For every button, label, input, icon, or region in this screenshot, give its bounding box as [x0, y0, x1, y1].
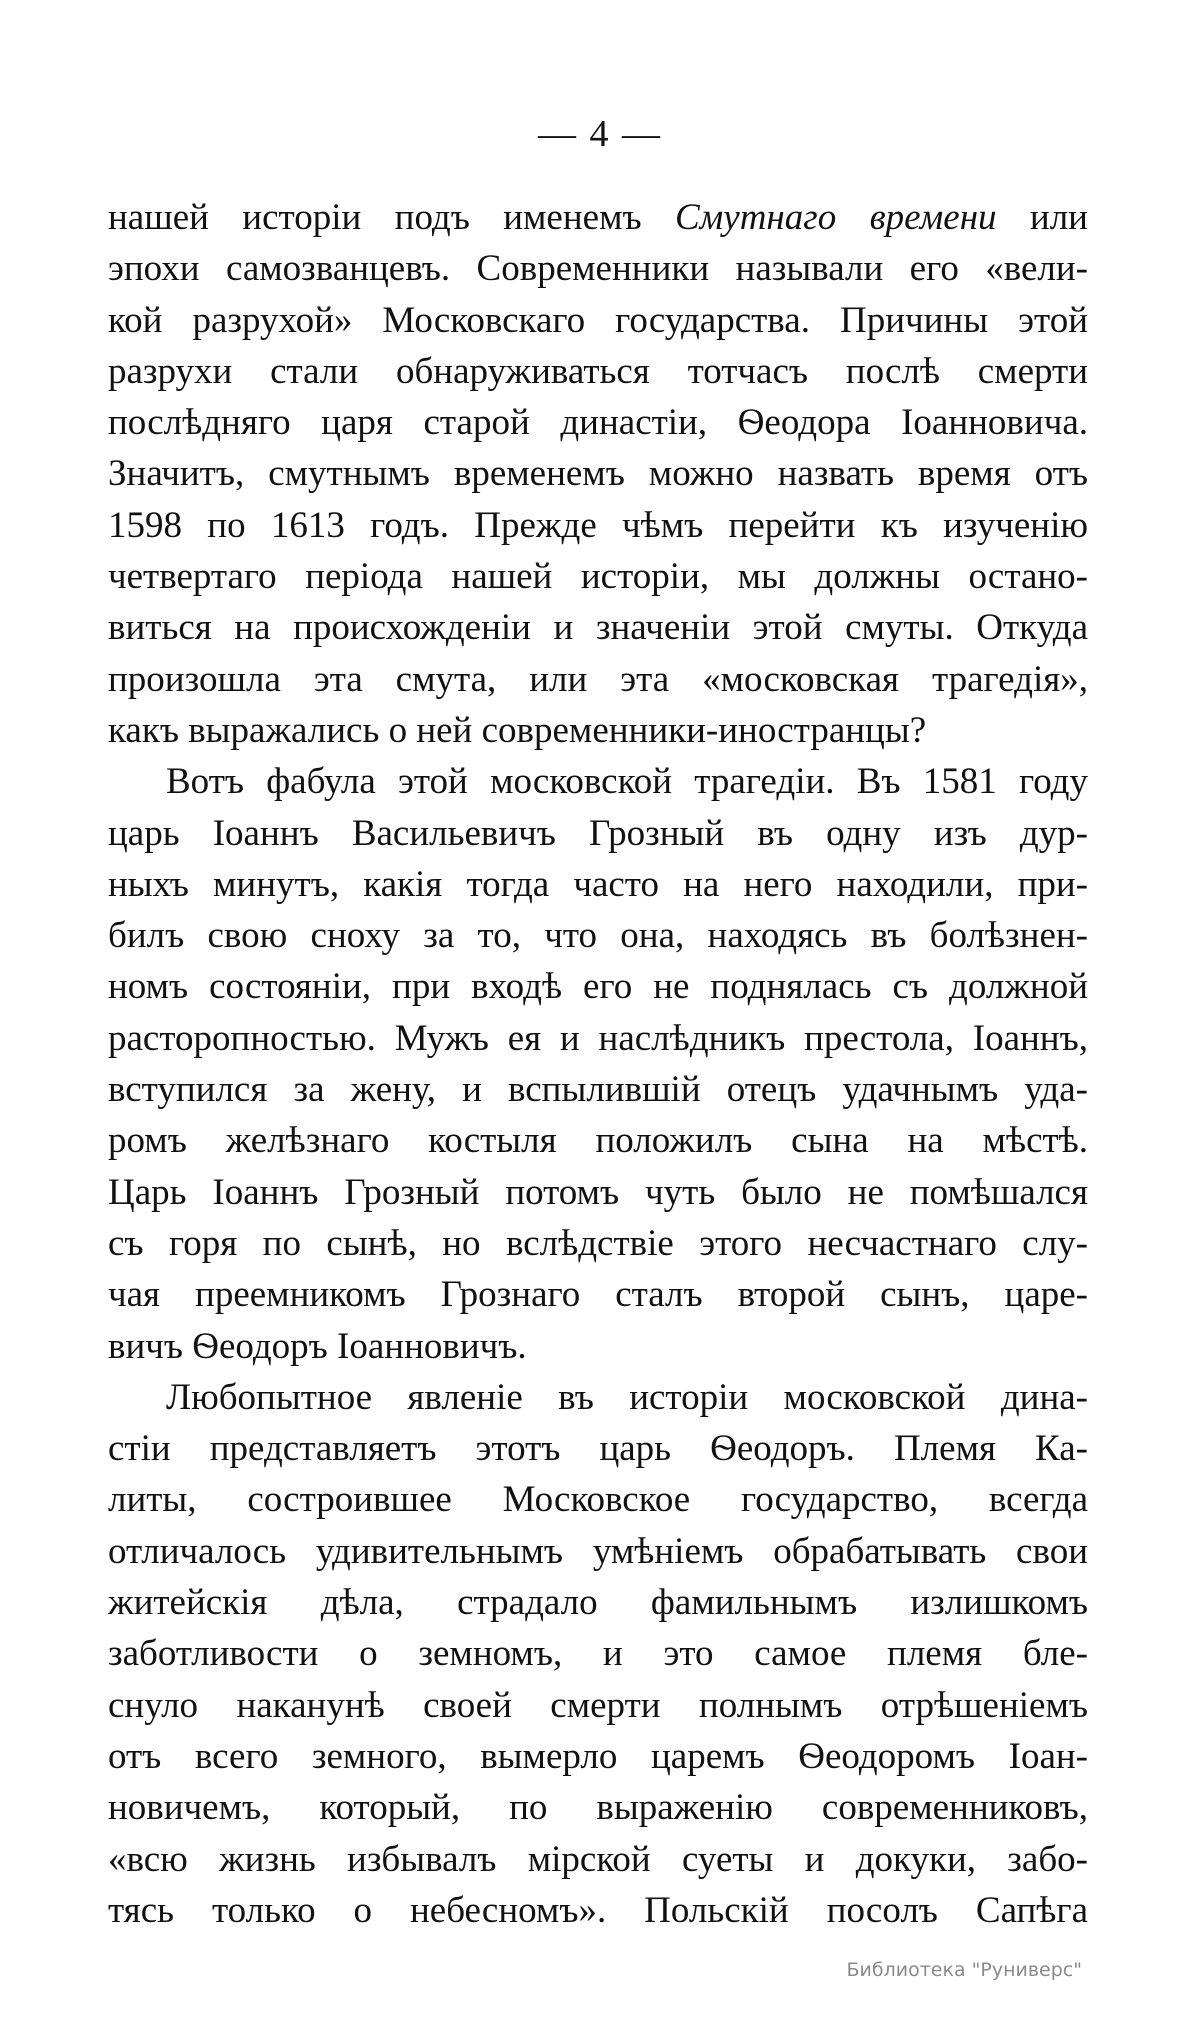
text-line: вичъ Ѳеодоръ Іоанновичъ. — [108, 1325, 527, 1367]
text-line: четвертаго періода нашей исторіи, мы должны остано- — [108, 556, 1088, 598]
text-line: Царь Іоаннъ Грозный потомъ чуть было не помѣшался — [108, 1171, 1088, 1213]
text-line: житейскія дѣла, страдало фамильнымъ излишкомъ — [108, 1582, 1088, 1624]
text-line: какъ выражались о ней современники-иностранцы? — [108, 709, 927, 751]
text-line: ромъ желѣзнаго костыля положилъ сына на мѣстѣ. — [108, 1120, 1088, 1162]
text-line: эпохи самозванцевъ. Современники называли его «вели- — [108, 248, 1088, 290]
text-line: ныхъ минутъ, какія тогда часто на него находили, при- — [108, 863, 1088, 905]
page-number: — 4 — — [538, 113, 662, 155]
text-line: чая преемникомъ Грознаго сталъ второй сынъ, царе- — [108, 1274, 1088, 1316]
text-line: съ горя по сынѣ, но вслѣдствіе этого несчастнаго слу- — [108, 1222, 1088, 1264]
text-line: Любопытное явленіе въ исторіи московской дина- — [166, 1376, 1088, 1418]
paragraph-1 — [108, 192, 1088, 756]
text-line: номъ состояніи, при входѣ его не поднялась съ должной — [108, 966, 1088, 1008]
paragraph-3 — [108, 1372, 1088, 1936]
text-line: литы, состроившее Московское государство, всегда — [108, 1479, 1088, 1521]
text-line: «всю жизнь избывалъ мірской суеты и докуки, забо- — [108, 1838, 1088, 1880]
body-text — [108, 192, 1088, 1936]
text-line: виться на происхожденіи и значеніи этой смуты. Откуда — [108, 607, 1088, 649]
text-line: 1598 по 1613 годъ. Прежде чѣмъ перейти къ изученію — [108, 504, 1088, 546]
text-line: царь Іоаннъ Васильевичъ Грозный въ одну изъ дур- — [108, 812, 1088, 854]
text-line: послѣдняго царя старой династіи, Ѳеодора Іоанновича. — [108, 402, 1088, 444]
text-line: произошла эта смута, или эта «московская трагедія», — [108, 658, 1088, 700]
text-line: отъ всего земного, вымерло царемъ Ѳеодоромъ Іоан- — [108, 1735, 1088, 1777]
text-line: новичемъ, который, по выраженію современниковъ, — [108, 1787, 1088, 1829]
text-line: кой разрухой» Московскаго государства. Причины этой — [108, 299, 1088, 341]
text-line: снуло наканунѣ своей смерти полнымъ отрѣшеніемъ — [108, 1684, 1088, 1726]
text-line: Значитъ, смутнымъ временемъ можно назвать время отъ — [108, 453, 1088, 495]
text-line: Вотъ фабула этой московской трагедіи. Въ 1581 году — [166, 761, 1088, 803]
text-line: стіи представляетъ этотъ царь Ѳеодоръ. Племя Ка- — [108, 1428, 1088, 1470]
text-line: разрухи стали обнаруживаться тотчасъ послѣ смерти — [108, 350, 1088, 392]
paragraph-2 — [108, 756, 1088, 1372]
text-line: тясь только о небесномъ». Польскій посолъ Сапѣга — [108, 1889, 1088, 1931]
text-line: вступился за жену, и вспылившій отецъ удачнымъ уда- — [108, 1069, 1088, 1111]
italic-term: Смутнаго времени — [675, 197, 997, 238]
text-line: заботливости о земномъ, и это самое племя бле- — [108, 1633, 1088, 1675]
text-line: нашей исторіи подъ именемъ Смутнаго времени или — [108, 197, 1088, 238]
text-line: расторопностью. Мужъ ея и наслѣдникъ престола, Іоаннъ, — [108, 1017, 1088, 1059]
text-line: отличалось удивительнымъ умѣніемъ обрабатывать свои — [108, 1530, 1088, 1572]
library-watermark: Библиотека "Руниверс" — [846, 1959, 1082, 1981]
text-line: билъ свою сноху за то, что она, находясь въ болѣзнен- — [108, 915, 1088, 957]
